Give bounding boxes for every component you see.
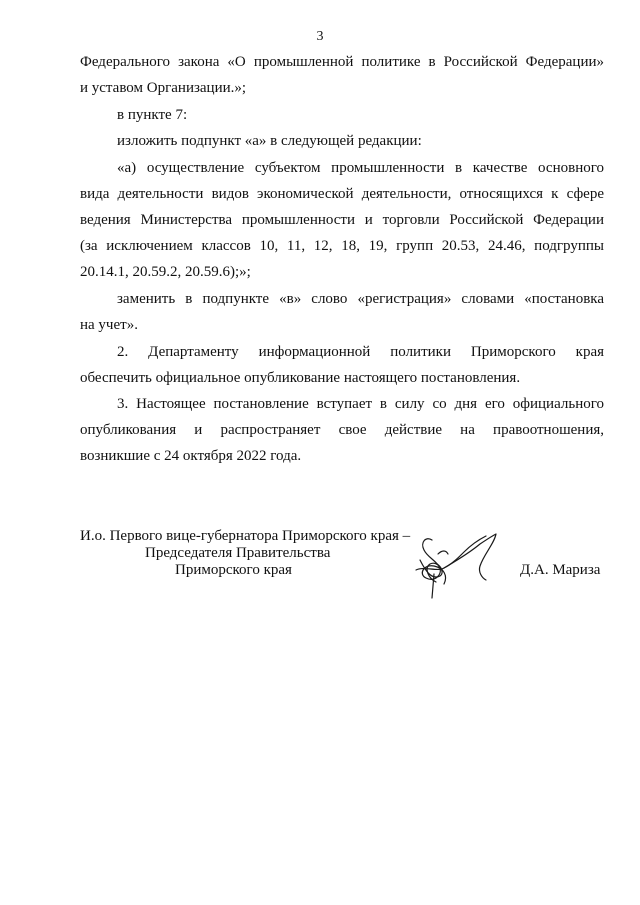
body-line-1: Федерального закона «О промышленной политике в Российской Федерации» <box>80 54 604 70</box>
handwritten-signature <box>404 530 500 604</box>
signatory-position-line-3: Приморского края <box>175 562 292 578</box>
signatory-position-line-1: И.о. Первого вице-губернатора Приморского края – <box>80 528 411 544</box>
body-line-4: изложить подпункт «а» в следующей редакции: <box>117 133 422 149</box>
body-line-3: в пункте 7: <box>117 107 188 123</box>
body-line-8: (за исключением классов 10, 11, 12, 18, 19, групп 20.53, 24.46, подгруппы <box>80 238 604 254</box>
body-line-2: и уставом Организации.»; <box>80 80 247 96</box>
body-line-9: 20.14.1, 20.59.2, 20.59.6);»; <box>80 264 251 280</box>
body-line-5: «а) осуществление субъектом промышленности в качестве основного <box>117 160 604 176</box>
signatory-position-line-2: Председателя Правительства <box>145 545 331 561</box>
signatory-name: Д.А. Мариза <box>520 562 601 578</box>
body-line-13: обеспечить официальное опубликование настоящего постановления. <box>80 370 521 386</box>
body-line-10: заменить в подпункте «в» слово «регистрация» словами «постановка <box>117 291 604 307</box>
body-line-11: на учет». <box>80 317 138 333</box>
page-number: 3 <box>316 29 324 44</box>
body-line-16: возникшие с 24 октября 2022 года. <box>80 448 302 464</box>
body-line-15: опубликования и распространяет свое действие на правоотношения, <box>80 422 604 438</box>
body-line-6: вида деятельности видов экономической деятельности, относящихся к сфере <box>80 186 604 202</box>
body-line-12: 2. Департаменту информационной политики Приморского края <box>117 344 604 360</box>
body-line-7: ведения Министерства промышленности и торговли Российской Федерации <box>80 212 604 228</box>
body-line-14: 3. Настоящее постановление вступает в силу со дня его официального <box>117 396 604 412</box>
